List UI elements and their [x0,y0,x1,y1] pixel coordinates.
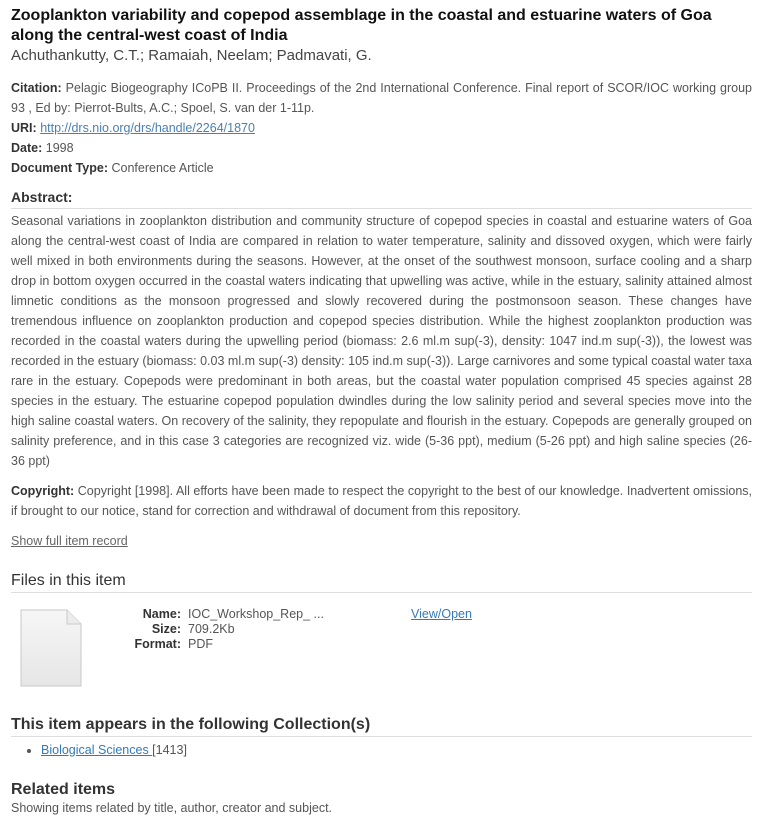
collections-heading: This item appears in the following Collection(s) [11,715,752,737]
doctype-field [11,158,752,178]
date-field [11,138,752,158]
show-full-record [11,531,752,551]
file-name-row [121,607,324,622]
citation-field [11,78,752,118]
show-full-record-link[interactable]: Show full item record [11,534,128,548]
date-value: 1998 [45,141,74,155]
collection-link[interactable]: Biological Sciences [41,743,153,757]
file-icon[interactable] [20,609,82,687]
collections-list [11,742,752,758]
file-format-label: Format: [134,637,181,651]
abstract-heading: Abstract: [11,188,752,209]
file-name-label: Name: [142,607,181,621]
item-authors: Achuthankutty, C.T.; Ramaiah, Neelam; Padmavati, G. [11,47,372,64]
file-size-label: Size: [151,622,181,636]
item-title: Zooplankton variability and copepod assemblage in the coastal and estuarine waters of Goa along the central-west coast of India [11,7,712,44]
file-size-value: 709.2Kb [188,622,235,636]
file-name-value: IOC_Workshop_Rep_ ... [188,607,324,621]
file-format-row [121,637,324,652]
uri-label: URI: [11,121,37,135]
file-size-row [121,622,324,637]
copyright-label: Copyright: [11,484,75,498]
collection-count: [1413] [152,743,187,757]
view-open-link[interactable]: View/Open [411,607,472,621]
doctype-value: Conference Article [111,161,214,175]
file-view [411,607,472,622]
date-label: Date: [11,141,43,155]
doctype-label: Document Type: [11,161,108,175]
abstract-text: Seasonal variations in zooplankton distribution and community structure of copepod species in coastal and estuarine waters of Goa along the central-west coast of India are compared in relation to water temperature, salinity and dissoved oxygen, which were fairly well mixed in both environments during the seasons. However, at the onset of the southwest monsoon, surface cooling and a sharp drop in bottom oxygen occurred in the coastal waters indicating that upwelling was active, while in the estuary, salinity attained almost limnetic conditions as the monsoon progressed and slowly recovered during the postmonsoon season. These changes have tremendous influence on zooplankton production and copepod species distribution. While the highest zooplankton production was recorded in the coastal waters during the upwelling period (biomass: 2.6 ml.m sup(-3), density: 1047 ind.m sup(-3)), the lowest was recorded in the estuary (biomass: 0.03 ml.m sup(-3) density: 105 ind.m sup(-3)). Large carnivores and some typical coastal water taxa rare in the estuary. Copepods were predominant in both areas, but the coastal water population comprised 45 species against 28 species in the estuary. The estuarine copepod population dwindles during the low salinity period and several species move into the high saline coastal waters. On recovery of the salinity, they repopulate and flourish in the estuary. Copepods are generally grouped on salinity preference, and in this case 3 categories are recognized viz. wide (5-36 ppt), medium (5-26 ppt) and high saline species (26-36 ppt) [11,214,752,468]
file-format-value: PDF [188,637,213,651]
related-subtitle: Showing items related by title, author, creator and subject. [11,801,333,815]
list-item [41,742,752,758]
copyright-field [11,481,752,521]
file-meta [121,607,324,652]
citation-value: Pelagic Biogeography ICoPB II. Proceedings of the 2nd International Conference. Final report of SCOR/IOC working group 93 , Ed by: Pierrot-Bults, A.C.; Spoel, S. van der 1-11p. [11,81,752,115]
citation-label: Citation: [11,81,62,95]
file-row [11,605,752,715]
files-heading: Files in this item [11,571,752,593]
uri-link[interactable]: http://drs.nio.org/drs/handle/2264/1870 [40,121,255,135]
uri-field [11,118,752,138]
item-fields [11,78,752,178]
related-heading: Related items [11,781,116,798]
copyright-text: Copyright [1998]. All efforts have been made to respect the copyright to the best of our knowledge. Inadvertent omissions, if brought to our notice, stand for correction and withdrawal of document from this repository. [11,484,752,518]
